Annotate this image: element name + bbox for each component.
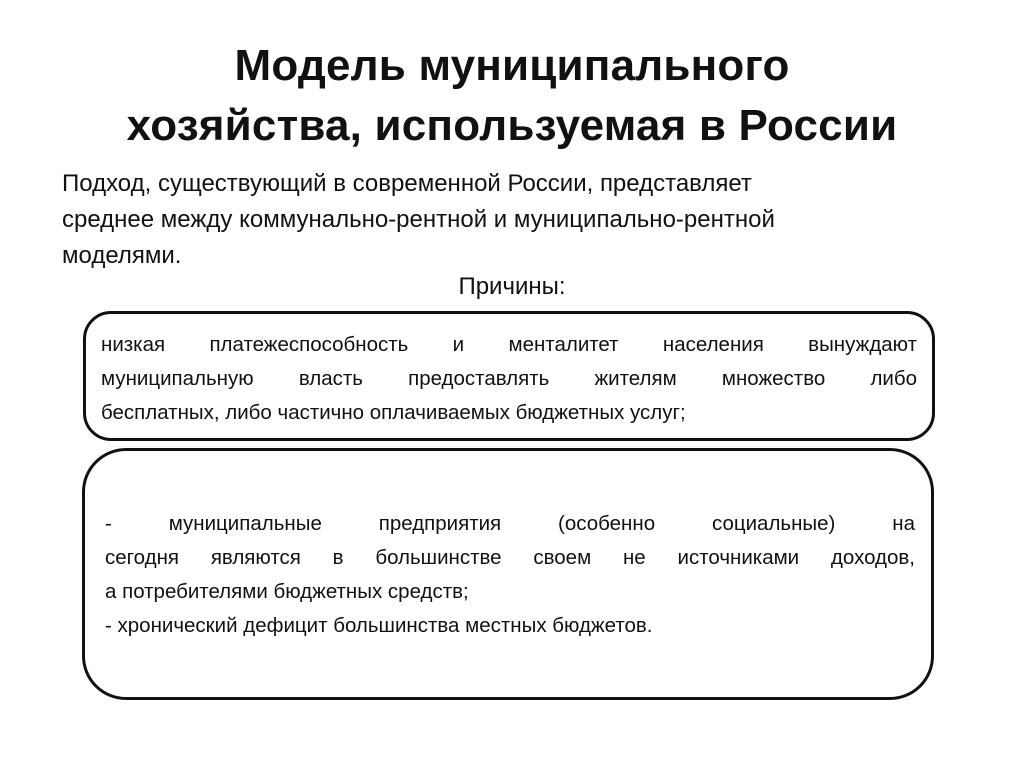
intro-line-1: Подход, существующий в современной России, представляет — [62, 170, 752, 197]
reason-box-1 — [83, 311, 935, 441]
intro-paragraph — [62, 166, 962, 274]
intro-line-3: моделями. — [62, 242, 182, 269]
reason-box-2 — [82, 448, 934, 700]
reason-box-1-line-2: муниципальную власть предоставлять жителям множество либо — [101, 367, 917, 390]
reason-box-1-text — [101, 328, 917, 430]
reason-box-2-line-2: сегодня являются в большинстве своем не источниками доходов, — [105, 546, 915, 569]
reason-box-2-text — [105, 507, 915, 643]
slide-title-line-2: хозяйства, используемая в России — [126, 101, 898, 150]
reasons-heading: Причины: — [458, 273, 566, 300]
slide-title-line-1: Модель муниципального — [234, 41, 790, 90]
reason-box-2-line-4: - хронический дефицит большинства местных бюджетов. — [105, 614, 653, 637]
reason-box-1-line-3: бесплатных, либо частично оплачиваемых бюджетных услуг; — [101, 401, 686, 424]
reason-box-2-line-3: а потребителями бюджетных средств; — [105, 580, 469, 603]
intro-line-2: среднее между коммунально-рентной и муниципально-рентной — [62, 206, 775, 233]
slide-title — [40, 36, 984, 156]
reason-box-2-line-1: - муниципальные предприятия (особенно социальные) на — [105, 512, 915, 535]
reason-box-1-line-1: низкая платежеспособность и менталитет населения вынуждают — [101, 333, 917, 356]
